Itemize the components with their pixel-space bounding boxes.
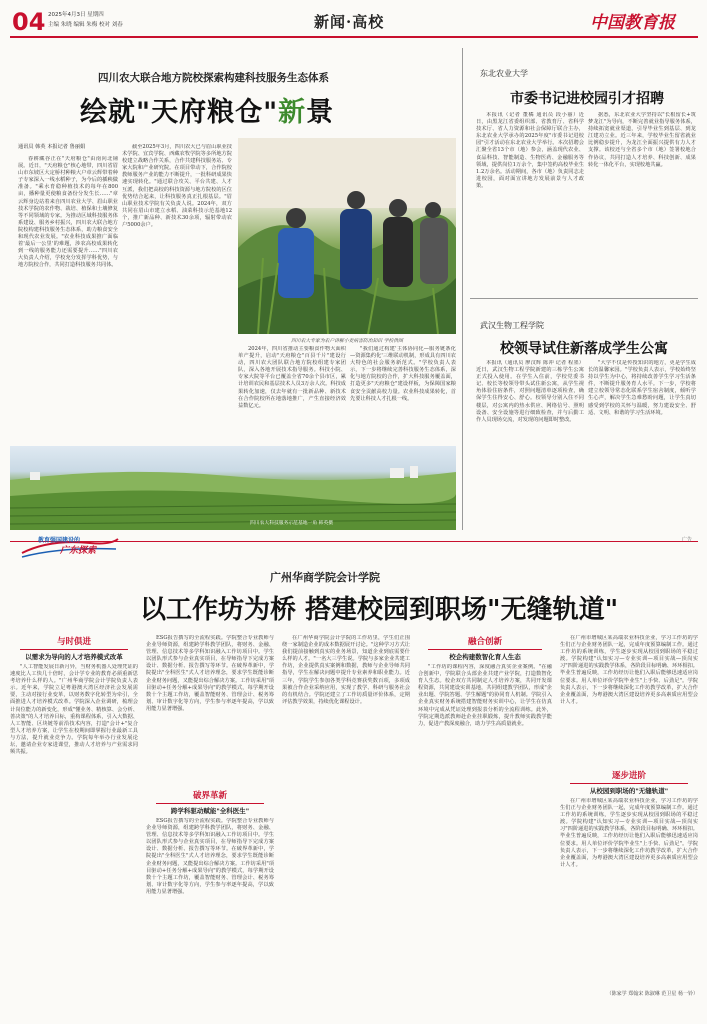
lead-headline <box>80 90 334 129</box>
banner-corner-label: 广告 <box>682 537 693 543</box>
section1-rule <box>20 649 128 650</box>
lead-kicker: 四川农大联合地方院校探索构建科技服务生态体系 <box>98 72 329 84</box>
column-divider <box>462 48 463 530</box>
banner-tag-top: 教育强国建设的 <box>38 537 81 544</box>
side2-col-a: 本报讯（通讯员 廖汉辉 陈冲 记者 程墨）近日，武汉生物工程学院新建的三栋学生公寓正式投入使用。在学生入住前，学校党委书记、校长等校领导带头试住新公寓，从学生视角体验住宿条件，对照问题清单逐项检查，确保学生住得安心、舒心。校领导分别入住不同楼层，对公寓内的热水供应、网络信号、照明设备、安全设施等进行细致检查，并与后勤工作人员现场交流，对发现的问题即时整改。 <box>476 360 584 423</box>
section3-rule <box>428 649 542 650</box>
masthead <box>0 0 707 40</box>
lead-photo <box>238 138 456 334</box>
section1-subtitle: 以需求为导向的人才培养模式改革 <box>25 653 123 661</box>
section1-title: 与时俱进 <box>56 637 91 647</box>
lead-byline: 通讯员 韩英 本报记者 鲁丽娟 <box>18 144 86 150</box>
section2-rule <box>156 803 264 804</box>
lead-headline-part2: 景 <box>306 97 335 128</box>
bottom-col5-text-b: 在广州市增城区某高端农业科技企业，学习工作坊的学生们正与企业财务团队一起，完成年度预算编制工作。通过工作坊的系统训练，学生逐步实现从校园到职场的平稳过渡。学院构建"认知实习—专业实训—项目实战—顶岗实习"四阶递进的实践教学体系，各阶段目标明确、环环相扣。毕业生普遍反映，工作坊经历让他们入职后能够迅速适应岗位要求。用人单位评价学院毕业生"上手快、后劲足"。学院负责人表示，下一步将继续深化工作坊教学改革，扩大合作企业覆盖面，为粤港澳大湾区建设培养更多高素质应用型会计人才。 <box>560 798 698 868</box>
lead-headline-highlight: 新 <box>278 97 307 128</box>
side2-kicker: 武汉生物工程学院 <box>480 321 544 330</box>
bottom-credit: （陈家学 郑翰宋 陈淑琳 范卫星 杨一铃） <box>606 991 698 997</box>
side1-col-b: 据悉，东北农业大学坚持以"长根留长+筑梦龙江"为导向，不断完善就业指导服务体系，持续拓宽就业渠道，引导毕业生到基层、到龙江建功立业。近三年来，学校毕业生留省就业比例稳步提升，为龙江全面振兴提供有力人才支撑。该校还与全省多个市（地）签署校地合作协议，共同打造人才培养、科技创新、成果转化一体化平台，实现校地共赢。 <box>588 112 696 168</box>
bottom-kicker: 广州华商学院会计学院 <box>270 571 380 584</box>
banner-tag-bottom: 广东探索 <box>60 546 97 556</box>
side-story-1 <box>470 48 698 293</box>
bottom-story <box>10 565 698 1015</box>
farmers-illustration <box>238 138 456 334</box>
section2-subtitle: 跨学科驱动赋能"全科医生" <box>170 807 250 815</box>
lead-col3: 2024年，四川省推动主要粮食作物大面积单产提升，启动"天府粮仓"百县千片"建设行动，四川农大团队联合地方院校组建专家团队，深入各地开展技术指导服务。科技小院、专家大院等平台已覆盖全省70余个县市区，累计培训农民和基层技术人员3万余人次。科技成果转化加速，仅去年就有一批新品种、新技术在合作院校所在地落地推广，产生直接经济效益数亿元。 <box>238 346 346 409</box>
section-title: 新闻·高校 <box>314 13 385 31</box>
bottom-col1-text: "人工智能发展日新月异，当财务机器人处理凭证的速度比人工快几十倍时，会计学专业的教育必须重新思考培养什么样的人。"广州华商学院会计学院负责人表示。近年来，学院立足粤港澳大湾区经济社会发展需要，主动对接行业变革，以财务数字化转型为牵引，全面推进人才培养模式改革。学院深入企业调研，梳理会计岗位能力的新变化，形成"懂业务、精核算、会分析、善决策"的人才培养目标，重构课程体系，引入大数据、人工智能、区块链等前沿技术内容，打造"会计+"复合型人才培养方案，让学生在校期间即掌握行业最新工具与方法，提升就业竞争力。学院每年举办行业发展论坛，邀请企业专家进课堂，推动人才培养与产业需求同频共振。 <box>10 664 138 756</box>
section2-title: 破界革新 <box>192 791 227 801</box>
side2-col-b: "大学不仅是传授知识的地方，更是学生成长的温馨家园。"学校负责人表示，学校始终坚持以学生为中心，将持续改善学生学习生活条件，不断提升服务育人水平。下一步，学校将建立校领导常态化联系学生宿舍制度，倾听学生心声，解决学生急难愁盼问题，让学生真切感受到学校的关怀与温暖，努力建设安全、舒适、文明、和谐的学习生活环境。 <box>588 360 696 416</box>
bottom-headline: 以工作坊为桥 搭建校园到职场"无缝轨道" <box>140 595 619 625</box>
lead-col1: 春耕藏谷正在"天府粮仓"由南向北铺展。近日，"天府粮仓"核心地带，四川省眉山市东坡区大定桥村种粮大户章云辉带着种子专家深入一线水稻种子，为今后的插秧做准备。"乘水育稳种植技术的每年在800亩，播种量更使粮食备份分发生长……"章云辉身边站着来自四川农业大学、眉山职业技术学院的农作物、栽培、植保和土壤修复等不同领域的专家。为推动区域科技服务体系建设、服务乡村振兴，四川农大联合地方院校构建科技服务生态体系，助力粮食安全和现代农业发展。"农业科技成果推广面临着'最后一公里'的难题，涉农高校成果转化到一线的服务能力还需要提升……"四川农大负责人介绍，学校充分发挥学科优势，与地方院校合作，共同打造科技服务共同体。 <box>18 156 118 269</box>
section4-rule <box>570 783 688 784</box>
side2-headline: 校领导试住新落成学生公寓 <box>500 341 668 357</box>
banner <box>10 533 698 563</box>
lead-col2: 截至2025年3月，四川农大已与眉山职业技术学院、宜宾学院、西藏农牧学院等多所地方院校建立战略合作关系，合作共建科技服务站、专家大院和产业研究院。在项目带动下，合作院校教师服务产业的能力不断提升，一批科研成果快速实现转化。"通过联合攻关、平台共建、人才互派，我们把高校的科技资源与地方院校的区位优势结合起来，让科技服务真正扎根基层。"眉山职业技术学院有关负责人说。2024年，双方共同在眉山市建立水稻、油菜科技示范基地12个，推广新品种、新技术30余项，辐射带动农户5000余户。 <box>122 144 232 229</box>
side-story-2 <box>470 300 698 530</box>
bottom-col1 <box>10 635 138 1015</box>
date-line: 2025年4月3日 星期四 <box>48 12 104 18</box>
lead-landscape-caption: 四川农大科技服务示范基地一角 韩英摄 <box>250 521 334 526</box>
banner-badge <box>20 533 120 561</box>
side1-col-a: 本报讯（记者 董橘 通讯员 段小丽）近日，由黑龙江省委组织部、省教育厅、省科学技术厅、省人力资源和社会保障厅联合主办，东北农业大学承办的2025年度"市委书记进校园"引才活动在东北农业大学举行。本次招聘会汇聚全省13个市（地）参会，涵盖现代农业、食品科技、智能制造、生物医药、金融服务等领域，提供岗位1万余个，集中签约高校毕业生1.2万余名。活动期间，各市（地）负责同志走进校园，面对面宣讲地方发展前景与人才政策。 <box>476 112 584 189</box>
side1-headline: 市委书记进校园引才招聘 <box>510 91 664 107</box>
bottom-col4 <box>418 635 552 1015</box>
section3-subtitle: 校企构建数智化育人生态 <box>449 653 521 661</box>
editor-line: 主编 朱晓 编辑 朱梅 校对 刘春 <box>48 22 123 28</box>
lead-col4: "我们通过构建'主体协同化—服务链条化—资源集约化'三维联动机制，形成具有四川农大特色的社会服务新范式。"学校负责人表示，下一步将继续完善科技服务生态体系，深化与地方院校的合作，扩大科技服务覆盖面，打造更多"天府粮仓"建设样板，为保障国家粮食安全贡献高校力量。农业科技成果转化，首先要让科技人才扎根一线。 <box>350 346 456 402</box>
bottom-col5 <box>560 635 698 1015</box>
side1-kicker: 东北农业大学 <box>480 69 528 78</box>
masthead-rule <box>10 36 698 38</box>
bottom-col2 <box>146 635 274 1015</box>
field-illustration <box>10 446 456 530</box>
section4-subtitle: 从校园到职场的"无缝轨道" <box>589 787 669 795</box>
bottom-col3: 在广州华商学院会计学院的工作坊里，学生们正围绕一家制造企业的成本数据展开讨论。"这种学习方式让我们提前接触到真实的业务场景，知道企业到底需要什么样的人才。"一名大三学生说。学院与多家企业共建工作坊，企业提供真实案例和数据，教师与企业导师共同指导，学生在解决问题中提升专业素养和职业能力。近三年，学院学生参加各类学科竞赛获奖数百项，多项成果被合作企业采纳应用，实现了教学、科研与服务社会的有机结合。学院还建立了工作坊质量评价体系，定期评估教学效果，持续优化课程设计。 <box>282 635 410 705</box>
section4-title: 逐步进阶 <box>611 771 646 781</box>
bottom-col5-text-a: 在广州市增城区某高端农业科技企业，学习工作坊的学生们正与企业财务团队一起，完成年度预算编制工作。通过工作坊的系统训练，学生逐步实现从校园到职场的平稳过渡。学院构建"认知实习—专业实训—项目实战—顶岗实习"四阶递进的实践教学体系，各阶段目标明确、环环相扣。毕业生普遍反映，工作坊经历让他们入职后能够迅速适应岗位要求。用人单位评价学院毕业生"上手快、后劲足"。学院负责人表示，下一步将继续深化工作坊教学改革，扩大合作企业覆盖面，为粤港澳大湾区建设培养更多高素质应用型会计人才。 <box>560 635 698 705</box>
bottom-col2-text-b: ESG报告撰写的全流程实践。学院整合专业教师与企业导师资源，组建跨学科教学团队，将财务、金融、管理、信息技术等多学科知识融入工作坊项目中。学生以团队形式参与企业真实项目，在导师指导下完成方案设计、数据分析、报告撰写等环节。在破界革新中，学院提出"全科医生"式人才培养理念，要求学生既能诊断企业财务问题，又能提出综合解决方案。工作坊采用"项目驱动+任务分解+成果导向"的教学模式，每学期开设数十个主题工作坊，覆盖智能财务、管理会计、税务筹划、审计数字化等方向，学生参与率逐年提高，学以致用能力显著增强。 <box>146 818 274 895</box>
bottom-col2-text-a: ESG报告撰写的全流程实践。学院整合专业教师与企业导师资源，组建跨学科教学团队，将财务、金融、管理、信息技术等多学科知识融入工作坊项目中。学生以团队形式参与企业真实项目，在导师指导下完成方案设计、数据分析、报告撰写等环节。在破界革新中，学院提出"全科医生"式人才培养理念，要求学生既能诊断企业财务问题，又能提出综合解决方案。工作坊采用"项目驱动+任务分解+成果导向"的教学模式，每学期开设数十个主题工作坊，覆盖智能财务、管理会计、税务筹划、审计数字化等方向，学生参与率逐年提高，学以致用能力显著增强。 <box>146 635 274 712</box>
paper-name: 中国教育报 <box>590 13 675 33</box>
page-number: 04 <box>12 8 46 36</box>
section3-title: 融合创新 <box>467 637 502 647</box>
bottom-col4-text: "工作坊的课程内容，深度融合真实企业案例。"在融合创新中，学院联合头部企业共建产业学院，打造数智化育人生态。校企双方共同制定人才培养方案，共同开发课程资源，共同建设实训基地，共同组建教学团队，形成"企业出题、学院答题、学生解题"的协同育人机制。学院引入企业真实财务系统搭建智能财务实训中心，让学生在仿真环境中完成从凭证处理到报表分析的全流程训练。此外，学院定期选派教师赴企业挂职锻炼，提升教师实践教学能力，促进产教深度融合，助力学生高质量就业。 <box>418 664 552 727</box>
lead-landscape-photo <box>10 446 456 530</box>
lead-headline-part1: 绘就"天府粮仓" <box>80 97 279 128</box>
lead-photo-caption: 四川农大专家为农户讲解小麦病害防治知识 学校供图 <box>291 339 403 344</box>
lead-story <box>10 48 456 530</box>
side-divider <box>470 298 698 299</box>
